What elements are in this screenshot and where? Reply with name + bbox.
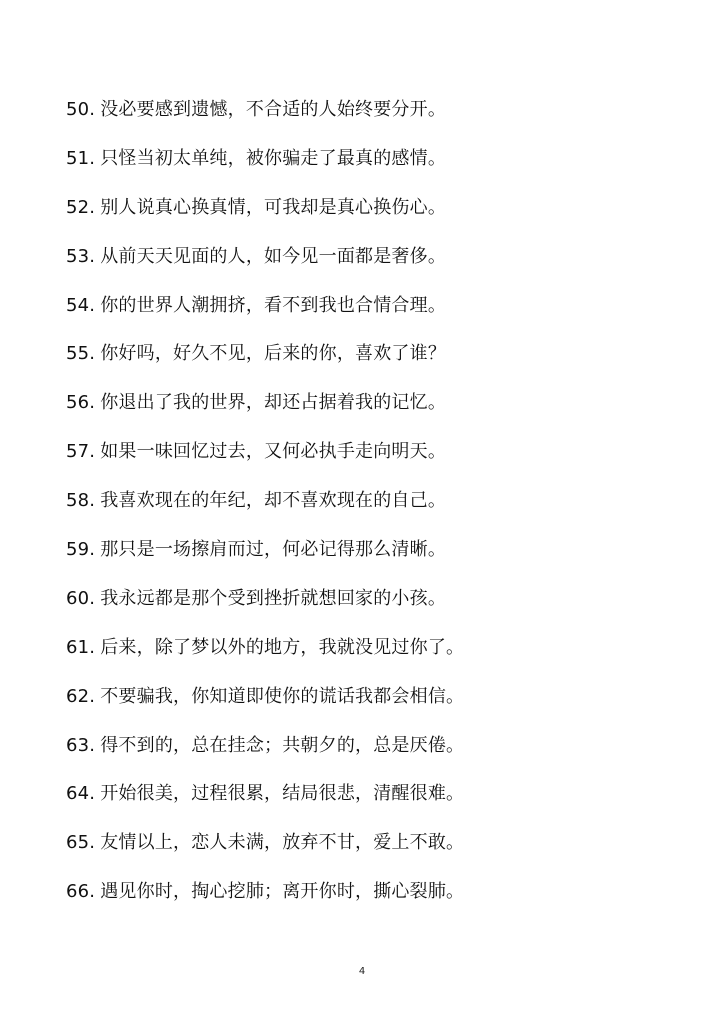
- item-number: 66.: [66, 881, 96, 903]
- quote-list: [66, 94, 464, 925]
- list-item: [66, 192, 464, 241]
- item-text: 后来，除了梦以外的地方，我就没见过你了。: [100, 636, 465, 658]
- list-item: [66, 681, 464, 730]
- list-item: [66, 632, 464, 681]
- list-item: [66, 485, 464, 534]
- item-number: 51.: [66, 147, 96, 169]
- list-item: [66, 241, 464, 290]
- item-number: 59.: [66, 539, 96, 561]
- item-number: 55.: [66, 343, 96, 365]
- item-number: 63.: [66, 734, 96, 756]
- item-number: 52.: [66, 196, 96, 218]
- list-item: [66, 730, 464, 779]
- list-item: [66, 143, 464, 192]
- item-number: 61.: [66, 636, 96, 658]
- item-text: 友情以上，恋人未满，放弃不甘，爱上不敢。: [100, 832, 465, 854]
- item-number: 64.: [66, 783, 96, 805]
- list-item: [66, 436, 464, 485]
- list-item: [66, 534, 464, 583]
- page-number: 4: [358, 966, 366, 977]
- item-number: 57.: [66, 441, 96, 463]
- list-item: [66, 876, 464, 925]
- list-item: [66, 827, 464, 876]
- item-number: 60.: [66, 587, 96, 609]
- item-text: 你好吗，好久不见，后来的你，喜欢了谁？: [100, 343, 447, 365]
- item-text: 你退出了我的世界，却还占据着我的记忆。: [100, 392, 447, 414]
- item-text: 你的世界人潮拥挤，看不到我也合情合理。: [100, 294, 447, 316]
- item-text: 只怪当初太单纯，被你骗走了最真的感情。: [100, 147, 447, 169]
- item-number: 50.: [66, 99, 96, 120]
- item-text: 如果一味回忆过去，又何必执手走向明天。: [100, 441, 447, 463]
- list-item: [66, 338, 464, 387]
- item-text: 开始很美，过程很累，结局很悲，清醒很难。: [100, 783, 465, 805]
- item-text: 从前天天见面的人，如今见一面都是奢侈。: [100, 245, 447, 267]
- list-item: [66, 583, 464, 632]
- item-number: 58.: [66, 490, 96, 512]
- item-text: 得不到的，总在挂念；共朝夕的，总是厌倦。: [100, 734, 465, 756]
- list-item: [66, 778, 464, 827]
- item-number: 56.: [66, 392, 96, 414]
- item-number: 65.: [66, 832, 96, 854]
- list-item: [66, 387, 464, 436]
- item-text: 那只是一场擦肩而过，何必记得那么清晰。: [100, 539, 447, 561]
- item-text: 没必要感到遗憾，不合适的人始终要分开。: [100, 99, 447, 120]
- item-number: 62.: [66, 685, 96, 707]
- item-number: 53.: [66, 245, 96, 267]
- item-text: 别人说真心换真情，可我却是真心换伤心。: [100, 196, 447, 218]
- list-item: [66, 94, 464, 143]
- item-text: 我永远都是那个受到挫折就想回家的小孩。: [100, 587, 447, 609]
- list-item: [66, 290, 464, 339]
- item-text: 不要骗我，你知道即使你的谎话我都会相信。: [100, 685, 465, 707]
- item-text: 遇见你时，掏心挖肺；离开你时，撕心裂肺。: [100, 881, 465, 903]
- item-number: 54.: [66, 294, 96, 316]
- item-text: 我喜欢现在的年纪，却不喜欢现在的自己。: [100, 490, 447, 512]
